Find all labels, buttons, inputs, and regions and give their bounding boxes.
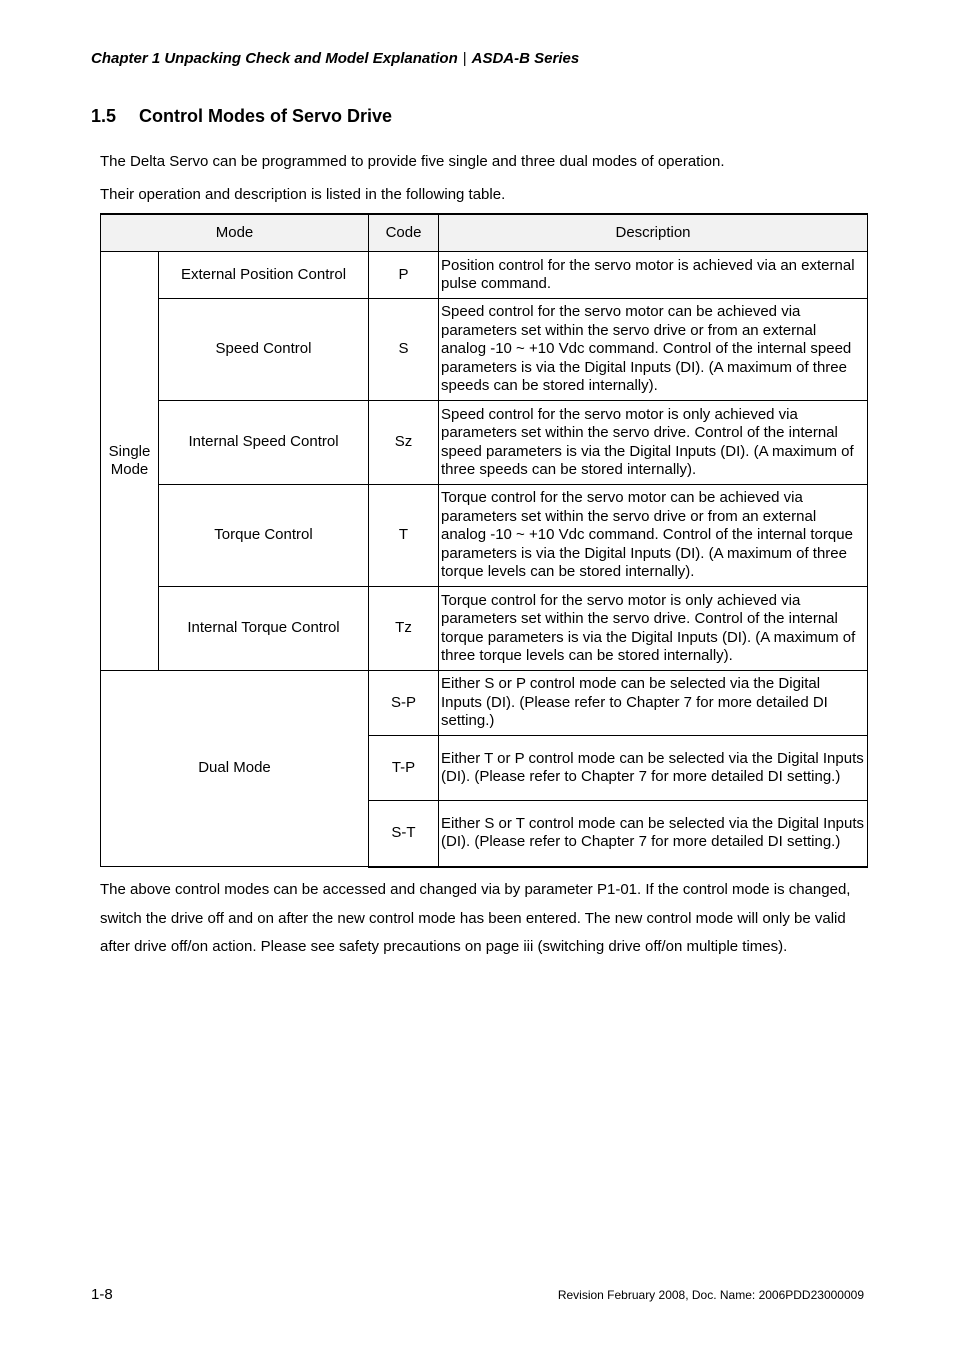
mode-description: Either T or P control mode can be selected via the Digital Inputs (DI). (Please refer to Chapter 7 for more detailed DI setting.)	[439, 736, 868, 801]
mode-name: External Position Control	[159, 252, 369, 299]
mode-description: Position control for the servo motor is achieved via an external pulse command.	[439, 252, 868, 299]
intro-paragraph-1: The Delta Servo can be programmed to provide five single and three dual modes of operation.	[100, 153, 725, 170]
mode-code: S-P	[369, 671, 439, 736]
table-row	[101, 485, 868, 587]
table-row	[101, 252, 868, 299]
mode-code: P	[369, 252, 439, 299]
page-number: 1-8	[91, 1286, 113, 1303]
header-chapter: Chapter 1 Unpacking Check and Model Explanation	[91, 50, 458, 67]
mode-description: Torque control for the servo motor can be achieved via parameters set within the servo drive or from an external analog -10 ~ +10 Vdc command. Control of the internal torque parameters is via the Digital Inputs (DI). (A maximum of three torque levels can be stored internally).	[439, 485, 868, 587]
table-row	[101, 671, 868, 736]
header-separator: |	[462, 50, 467, 67]
table-row	[101, 587, 868, 671]
mode-name: Torque Control	[159, 485, 369, 587]
control-modes-table	[100, 213, 868, 868]
mode-code: T	[369, 485, 439, 587]
mode-description: Either S or T control mode can be selected via the Digital Inputs (DI). (Please refer to Chapter 7 for more detailed DI setting.)	[439, 801, 868, 867]
table-header-row	[101, 214, 868, 252]
mode-name: Internal Speed Control	[159, 401, 369, 485]
mode-description: Speed control for the servo motor can be achieved via parameters set within the servo drive or from an external analog -10 ~ +10 Vdc command. Control of the internal speed parameters is via the Digital Inputs (DI). (A maximum of three speeds can be stored internally).	[439, 299, 868, 401]
section-title: Control Modes of Servo Drive	[139, 106, 393, 126]
mode-name: Speed Control	[159, 299, 369, 401]
table-row	[101, 401, 868, 485]
mode-code: S-T	[369, 801, 439, 867]
table-row	[101, 299, 868, 401]
revision-note: Revision February 2008, Doc. Name: 2006PDD23000009	[557, 1288, 864, 1302]
mode-code: S	[369, 299, 439, 401]
mode-description: Torque control for the servo motor is only achieved via parameters set within the servo drive. Control of the internal torque parameters is via the Digital Inputs (DI). (A maximum of three torque levels can be stored internally).	[439, 587, 868, 671]
section-heading	[91, 106, 392, 127]
single-mode-group: Single Mode	[101, 252, 159, 671]
section-number: 1.5	[91, 106, 117, 126]
header-description: Description	[439, 214, 868, 252]
closing-paragraph: The above control modes can be accessed and changed via by parameter P1-01. If the control mode is changed, switch the drive off and on after the new control mode has been entered. The new control mode will only be valid after drive off/on action. Please see safety precautions on page iii (switching drive off/on multiple times).	[100, 881, 851, 956]
running-header	[91, 50, 579, 67]
mode-code: Tz	[369, 587, 439, 671]
header-mode: Mode	[101, 214, 369, 252]
dual-mode-group: Dual Mode	[101, 671, 369, 867]
mode-description: Either S or P control mode can be selected via the Digital Inputs (DI). (Please refer to Chapter 7 for more detailed DI setting.)	[439, 671, 868, 736]
mode-name: Internal Torque Control	[159, 587, 369, 671]
mode-code: T-P	[369, 736, 439, 801]
header-series: ASDA-B Series	[471, 50, 580, 67]
intro-paragraph-2: Their operation and description is listed in the following table.	[100, 186, 506, 203]
mode-description: Speed control for the servo motor is only achieved via parameters set within the servo drive. Control of the internal speed parameters is via the Digital Inputs (DI). (A maximum of three speeds can be stored internally).	[439, 401, 868, 485]
mode-code: Sz	[369, 401, 439, 485]
header-code: Code	[369, 214, 439, 252]
